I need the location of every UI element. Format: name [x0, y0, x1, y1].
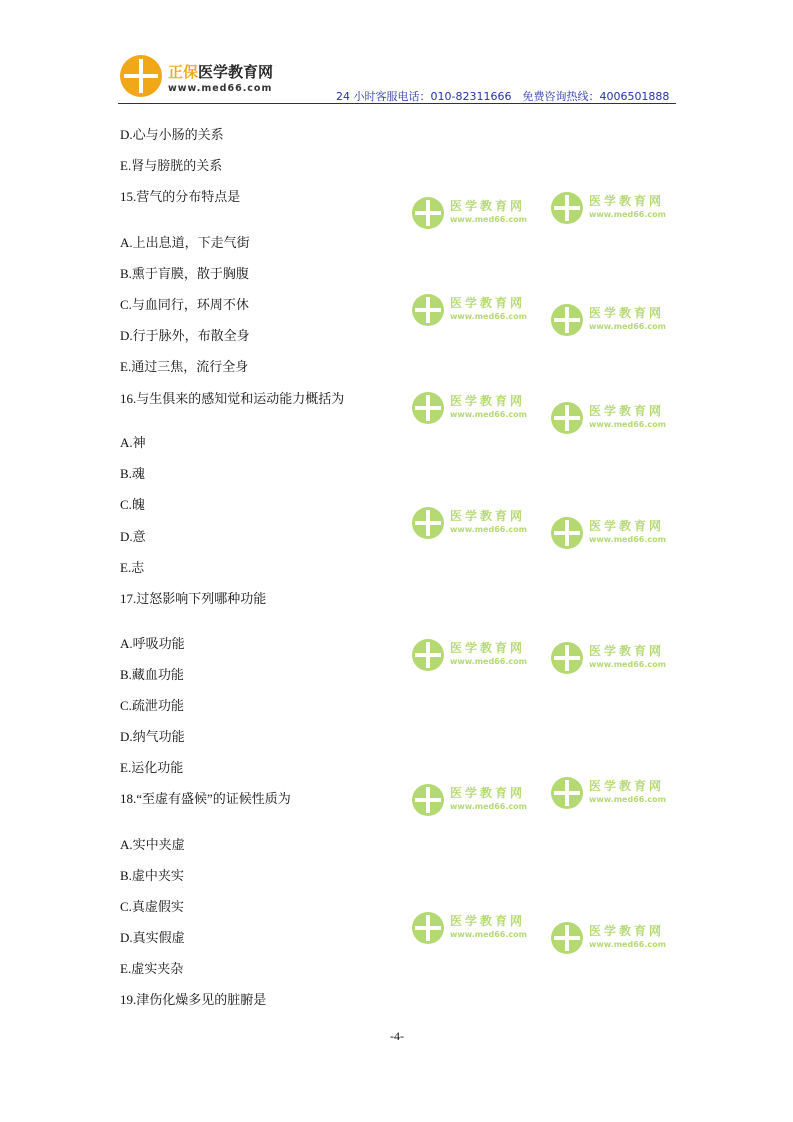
watermark-url: www.med66.com: [589, 795, 666, 804]
watermark-title: 医学教育网: [589, 404, 665, 418]
text-line: D.行于脉外，布散全身: [120, 328, 250, 343]
watermark-url: www.med66.com: [450, 312, 527, 321]
watermark-url: www.med66.com: [589, 210, 666, 219]
watermark-title: 医学教育网: [450, 641, 526, 655]
watermark-title: 医学教育网: [450, 786, 526, 800]
watermark-url: www.med66.com: [450, 802, 527, 811]
hotline-text: 24 小时客服电话：010-82311666 免费咨询热线：4006501888: [336, 90, 670, 103]
page-number: -4-: [390, 1029, 404, 1043]
watermark-title: 医学教育网: [589, 194, 665, 208]
text-line: E.志: [120, 560, 145, 575]
watermark-title: 医学教育网: [589, 519, 665, 533]
text-line: D.意: [120, 529, 146, 544]
watermark-url: www.med66.com: [450, 930, 527, 939]
text-line: B.魂: [120, 466, 145, 481]
watermark-title: 医学教育网: [450, 914, 526, 928]
text-line: E.肾与膀胱的关系: [120, 158, 223, 173]
watermark-url: www.med66.com: [589, 322, 666, 331]
text-line: C.疏泄功能: [120, 698, 184, 713]
watermark-title: 医学教育网: [450, 199, 526, 213]
watermark-title: 医学教育网: [589, 644, 665, 658]
watermark-title: 医学教育网: [589, 779, 665, 793]
text-line: E.运化功能: [120, 760, 184, 775]
text-line: E.通过三焦，流行全身: [120, 359, 249, 374]
text-line: E.虚实夹杂: [120, 961, 184, 976]
watermark-title: 医学教育网: [450, 394, 526, 408]
text-line: D.心与小肠的关系: [120, 127, 224, 142]
text-line: B.熏于肓膜，散于胸腹: [120, 266, 249, 281]
text-line: B.虚中夹实: [120, 868, 184, 883]
text-line: 16.与生俱来的感知觉和运动能力概括为: [120, 391, 345, 406]
watermark-url: www.med66.com: [589, 535, 666, 544]
brand-b: 医学教育网: [198, 63, 274, 81]
text-line: A.神: [120, 435, 146, 450]
text-line: A.实中夹虚: [120, 837, 185, 852]
text-line: C.魄: [120, 497, 145, 512]
watermark-url: www.med66.com: [589, 940, 666, 949]
text-line: C.与血同行，环周不休: [120, 297, 249, 312]
watermark-url: www.med66.com: [450, 410, 527, 419]
text-line: 19.津伤化燥多见的脏腑是: [120, 992, 267, 1007]
text-line: D.真实假虚: [120, 930, 185, 945]
text-line: A.上出息道，下走气街: [120, 235, 250, 250]
brand-url: www.med66.com: [168, 83, 273, 94]
text-line: A.呼吸功能: [120, 636, 185, 651]
watermark-title: 医学教育网: [450, 509, 526, 523]
watermark-title: 医学教育网: [450, 296, 526, 310]
text-line: 18.“至虚有盛候”的证候性质为: [120, 791, 291, 806]
brand-a: 正保: [168, 63, 199, 81]
watermark-url: www.med66.com: [450, 215, 527, 224]
text-line: 17.过怒影响下列哪种功能: [120, 591, 267, 606]
watermark-url: www.med66.com: [589, 420, 666, 429]
watermark-title: 医学教育网: [589, 924, 665, 938]
watermark-title: 医学教育网: [589, 306, 665, 320]
text-line: D.纳气功能: [120, 729, 185, 744]
text-line: B.藏血功能: [120, 667, 184, 682]
text-line: 15.营气的分布特点是: [120, 189, 241, 204]
watermark-url: www.med66.com: [450, 525, 527, 534]
watermark-url: www.med66.com: [450, 657, 527, 666]
text-line: C.真虚假实: [120, 899, 184, 914]
watermark-url: www.med66.com: [589, 660, 666, 669]
